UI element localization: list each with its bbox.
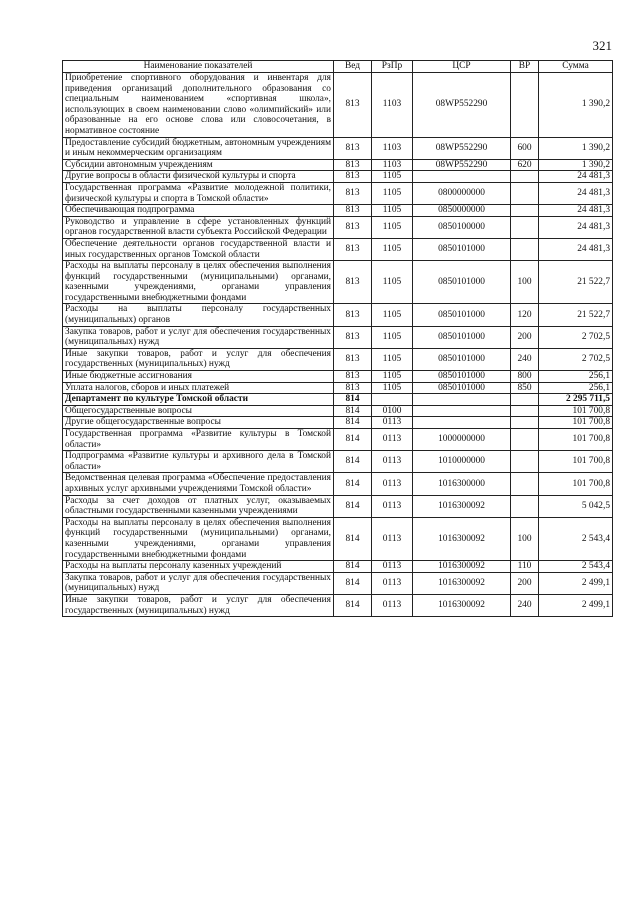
row-name: Общегосударственные вопросы [63, 405, 334, 417]
row-sum: 5 042,5 [539, 495, 613, 517]
table-row [63, 261, 613, 304]
row-csr: 0850101000 [413, 261, 511, 304]
row-csr [413, 394, 511, 406]
row-vr [511, 216, 539, 238]
row-name: Закупка товаров, работ и услуг для обеспечения государственных (муниципальных) нужд [63, 326, 334, 348]
row-rzpr: 1105 [372, 326, 413, 348]
row-csr: 0850101000 [413, 304, 511, 326]
row-name: Расходы на выплаты персоналу в целях обеспечения выполнения функций государственными (муниципальными) органами, казенными учреждениями, органами управления государственными внебюджетными фондами [63, 261, 334, 304]
row-vr [511, 73, 539, 138]
row-name: Подпрограмма «Развитие культуры и архивного дела в Томской области» [63, 451, 334, 473]
row-vr [511, 405, 539, 417]
row-vr [511, 417, 539, 429]
row-sum: 2 295 711,5 [539, 394, 613, 406]
row-name: Иные бюджетные ассигнования [63, 371, 334, 383]
row-csr: 0850101000 [413, 238, 511, 260]
table-row [63, 473, 613, 495]
row-csr: 0850100000 [413, 216, 511, 238]
row-sum: 21 522,7 [539, 261, 613, 304]
row-csr: 0850101000 [413, 326, 511, 348]
table-row [63, 394, 613, 406]
table-row [63, 137, 613, 159]
row-vr: 600 [511, 137, 539, 159]
row-name: Закупка товаров, работ и услуг для обеспечения государственных (муниципальных) нужд [63, 572, 334, 594]
row-ved: 813 [334, 171, 372, 183]
table-row [63, 405, 613, 417]
row-rzpr: 0113 [372, 572, 413, 594]
row-rzpr: 1103 [372, 73, 413, 138]
row-csr: 1016300092 [413, 561, 511, 573]
row-vr: 240 [511, 594, 539, 616]
header-name: Наименование показателей [63, 61, 334, 73]
row-rzpr: 0113 [372, 417, 413, 429]
budget-table [62, 60, 613, 617]
header-ved: Вед [334, 61, 372, 73]
row-rzpr: 1105 [372, 216, 413, 238]
table-row [63, 429, 613, 451]
row-rzpr: 1105 [372, 205, 413, 217]
row-vr [511, 205, 539, 217]
row-name: Предоставление субсидий бюджетным, автономным учреждениям и иным некоммерческим организациям [63, 137, 334, 159]
row-rzpr: 0113 [372, 561, 413, 573]
row-name: Приобретение спортивного оборудования и инвентаря для приведения организаций дополнительного образования со специальным наименованием «спортивная школа», использующих в своем наименовании слово «олимпийский» или образованные на его основе слова или словосочетания, в нормативное состояние [63, 73, 334, 138]
row-ved: 813 [334, 238, 372, 260]
row-vr [511, 429, 539, 451]
row-rzpr: 0113 [372, 451, 413, 473]
table-row [63, 594, 613, 616]
row-vr: 200 [511, 326, 539, 348]
row-csr: 0850101000 [413, 382, 511, 394]
row-sum: 2 702,5 [539, 326, 613, 348]
row-rzpr: 1103 [372, 137, 413, 159]
row-sum: 1 390,2 [539, 137, 613, 159]
table-row [63, 517, 613, 560]
row-vr: 850 [511, 382, 539, 394]
row-sum: 2 702,5 [539, 348, 613, 370]
row-name: Другие вопросы в области физической культуры и спорта [63, 171, 334, 183]
row-ved: 813 [334, 326, 372, 348]
table-row [63, 495, 613, 517]
row-sum: 256,1 [539, 371, 613, 383]
row-csr: 1016300092 [413, 495, 511, 517]
row-ved: 814 [334, 561, 372, 573]
row-ved: 814 [334, 417, 372, 429]
row-vr [511, 171, 539, 183]
row-ved: 813 [334, 371, 372, 383]
row-vr [511, 473, 539, 495]
row-ved: 814 [334, 451, 372, 473]
row-csr: 0850101000 [413, 348, 511, 370]
table-row [63, 238, 613, 260]
row-sum: 2 499,1 [539, 572, 613, 594]
row-ved: 814 [334, 572, 372, 594]
row-sum: 1 390,2 [539, 159, 613, 171]
row-ved: 814 [334, 495, 372, 517]
row-csr: 08WP552290 [413, 137, 511, 159]
row-csr: 1016300092 [413, 572, 511, 594]
table-row [63, 159, 613, 171]
row-sum: 101 700,8 [539, 417, 613, 429]
row-csr: 1016300000 [413, 473, 511, 495]
row-rzpr: 1105 [372, 182, 413, 204]
table-row [63, 561, 613, 573]
row-csr: 0800000000 [413, 182, 511, 204]
row-sum: 21 522,7 [539, 304, 613, 326]
row-ved: 813 [334, 73, 372, 138]
header-csr: ЦСР [413, 61, 511, 73]
row-rzpr: 0100 [372, 405, 413, 417]
row-rzpr: 1105 [372, 371, 413, 383]
row-rzpr: 0113 [372, 517, 413, 560]
table-row [63, 304, 613, 326]
table-row [63, 371, 613, 383]
table-row [63, 451, 613, 473]
row-name: Другие общегосударственные вопросы [63, 417, 334, 429]
row-ved: 813 [334, 137, 372, 159]
row-csr: 1016300092 [413, 594, 511, 616]
row-vr: 110 [511, 561, 539, 573]
table-row [63, 326, 613, 348]
row-vr: 800 [511, 371, 539, 383]
row-vr: 100 [511, 261, 539, 304]
row-name: Руководство и управление в сфере установленных функций органов государственной власти субъекта Российской Федерации [63, 216, 334, 238]
header-rzpr: РзПр [372, 61, 413, 73]
table-row [63, 348, 613, 370]
row-sum: 101 700,8 [539, 473, 613, 495]
row-name: Уплата налогов, сборов и иных платежей [63, 382, 334, 394]
row-ved: 813 [334, 182, 372, 204]
row-vr: 240 [511, 348, 539, 370]
table-row [63, 216, 613, 238]
row-name: Государственная программа «Развитие культуры в Томской области» [63, 429, 334, 451]
row-sum: 24 481,3 [539, 216, 613, 238]
row-ved: 813 [334, 304, 372, 326]
row-name: Субсидии автономным учреждениям [63, 159, 334, 171]
row-csr: 08WP552290 [413, 159, 511, 171]
row-rzpr: 0113 [372, 594, 413, 616]
row-vr [511, 451, 539, 473]
row-vr [511, 495, 539, 517]
row-ved: 813 [334, 261, 372, 304]
table-row [63, 182, 613, 204]
row-vr [511, 394, 539, 406]
row-vr: 620 [511, 159, 539, 171]
row-sum: 2 543,4 [539, 517, 613, 560]
row-csr [413, 405, 511, 417]
row-sum: 2 543,4 [539, 561, 613, 573]
row-csr: 0850101000 [413, 371, 511, 383]
row-sum: 24 481,3 [539, 171, 613, 183]
table-row [63, 382, 613, 394]
row-sum: 24 481,3 [539, 238, 613, 260]
row-csr: 0850000000 [413, 205, 511, 217]
header-sum: Сумма [539, 61, 613, 73]
table-row [63, 171, 613, 183]
table-row [63, 417, 613, 429]
row-rzpr: 1105 [372, 238, 413, 260]
row-name: Расходы за счет доходов от платных услуг, оказываемых областными государственными казенными учреждениями [63, 495, 334, 517]
row-csr: 1016300092 [413, 517, 511, 560]
row-rzpr: 0113 [372, 473, 413, 495]
row-rzpr [372, 394, 413, 406]
row-vr: 100 [511, 517, 539, 560]
row-ved: 813 [334, 382, 372, 394]
row-sum: 24 481,3 [539, 182, 613, 204]
row-rzpr: 0113 [372, 495, 413, 517]
row-ved: 813 [334, 159, 372, 171]
row-ved: 814 [334, 473, 372, 495]
row-ved: 814 [334, 594, 372, 616]
row-name: Расходы на выплаты персоналу казенных учреждений [63, 561, 334, 573]
row-sum: 2 499,1 [539, 594, 613, 616]
row-name: Расходы на выплаты персоналу государственных (муниципальных) органов [63, 304, 334, 326]
row-vr [511, 182, 539, 204]
row-rzpr: 1103 [372, 159, 413, 171]
row-ved: 813 [334, 348, 372, 370]
row-rzpr: 1105 [372, 261, 413, 304]
row-csr: 1010000000 [413, 451, 511, 473]
row-ved: 813 [334, 216, 372, 238]
row-ved: 813 [334, 205, 372, 217]
row-ved: 814 [334, 405, 372, 417]
row-name: Иные закупки товаров, работ и услуг для обеспечения государственных (муниципальных) нужд [63, 594, 334, 616]
row-name: Ведомственная целевая программа «Обеспечение предоставления архивных услуг архивными учреждениями Томской области» [63, 473, 334, 495]
row-ved: 814 [334, 429, 372, 451]
row-csr: 1000000000 [413, 429, 511, 451]
row-ved: 814 [334, 394, 372, 406]
row-sum: 1 390,2 [539, 73, 613, 138]
row-vr: 120 [511, 304, 539, 326]
row-vr: 200 [511, 572, 539, 594]
row-name: Обеспечивающая подпрограмма [63, 205, 334, 217]
row-csr [413, 417, 511, 429]
page-number: 321 [592, 38, 612, 53]
header-vr: ВР [511, 61, 539, 73]
row-name: Иные закупки товаров, работ и услуг для обеспечения государственных (муниципальных) нужд [63, 348, 334, 370]
table-row [63, 572, 613, 594]
row-name: Обеспечение деятельности органов государственной власти и иных государственных органов Томской области [63, 238, 334, 260]
row-sum: 101 700,8 [539, 405, 613, 417]
row-name: Государственная программа «Развитие молодежной политики, физической культуры и спорта в Томской области» [63, 182, 334, 204]
row-rzpr: 1105 [372, 304, 413, 326]
row-sum: 101 700,8 [539, 451, 613, 473]
row-rzpr: 0113 [372, 429, 413, 451]
row-rzpr: 1105 [372, 348, 413, 370]
row-vr [511, 238, 539, 260]
table-row [63, 73, 613, 138]
row-name: Департамент по культуре Томской области [63, 394, 334, 406]
row-sum: 256,1 [539, 382, 613, 394]
row-rzpr: 1105 [372, 171, 413, 183]
row-ved: 814 [334, 517, 372, 560]
row-sum: 24 481,3 [539, 205, 613, 217]
row-csr [413, 171, 511, 183]
table-body [63, 73, 613, 617]
row-sum: 101 700,8 [539, 429, 613, 451]
table-row [63, 205, 613, 217]
row-rzpr: 1105 [372, 382, 413, 394]
row-csr: 08WP552290 [413, 73, 511, 138]
row-name: Расходы на выплаты персоналу в целях обеспечения выполнения функций государственными (муниципальными) органами, казенными учреждениями, органами управления государственными внебюджетными фондами [63, 517, 334, 560]
table-header-row [63, 61, 613, 73]
